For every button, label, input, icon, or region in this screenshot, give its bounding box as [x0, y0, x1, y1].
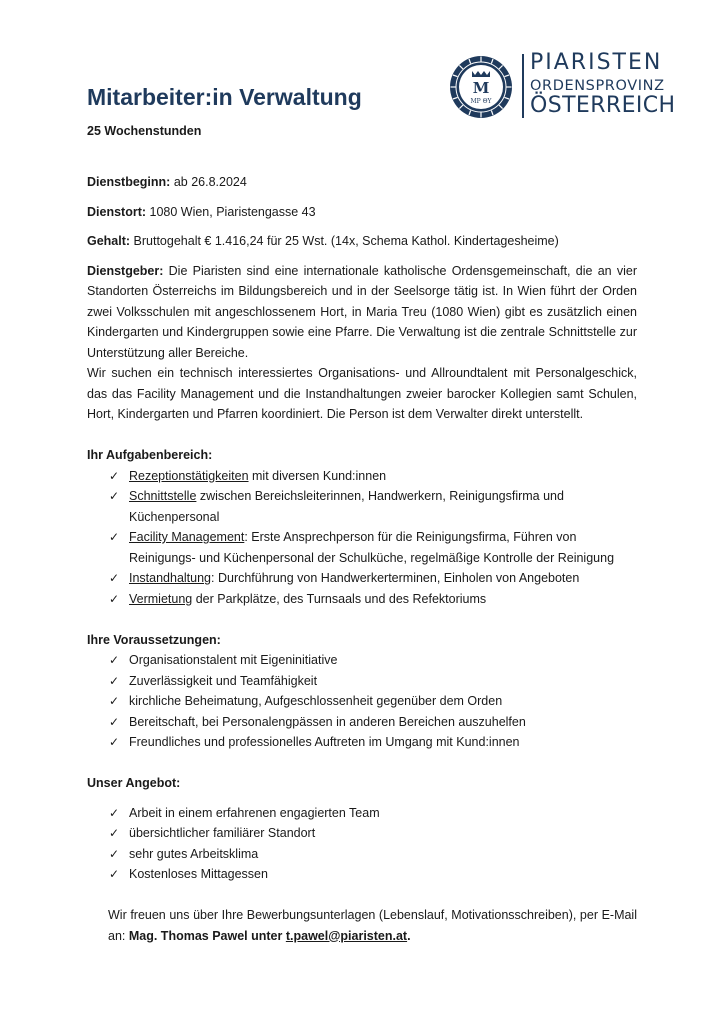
closing-text: Wir freuen uns über Ihre Bewerbungsunterlagen (Lebenslauf, Motivationsschreiben), per E-Mail an: [108, 908, 637, 943]
subtitle-hours: 25 Wochenstunden [87, 124, 202, 138]
task-term: Schnittstelle [129, 489, 197, 503]
offer-heading: Unser Angebot: [87, 776, 181, 790]
list-item: ✓ Bereitschaft, bei Personalengpässen in anderen Bereichen auszuhelfen [87, 712, 637, 733]
task-term: Instandhaltung [129, 571, 212, 585]
list-item [87, 486, 637, 527]
logo-line-1: PIARISTEN [530, 50, 663, 75]
list-item [87, 568, 637, 589]
main-content [87, 172, 637, 946]
closing-paragraph: Wir freuen uns über Ihre Bewerbungsunterlagen (Lebenslauf, Motivationsschreiben), per E-Mail an: Mag. Thomas Pawel unter t.pawel@piaristen.at. [108, 908, 637, 943]
task-text: : Durchführung von Handwerkerterminen, Einholen von Angeboten [211, 571, 580, 585]
seal-letters: MP ΘY [470, 98, 492, 105]
list-item [87, 527, 637, 568]
order-seal-icon [448, 54, 514, 120]
task-term: Facility Management [129, 530, 245, 544]
employer-text-1: Die Piaristen sind eine internationale katholische Ordensgemeinschaft, die an vier Standorten Österreichs im Bildungsbereich und in der Seelsorge tätig ist. In Wien führt der Orden zwei Volksschulen mit angeschlossenem Hort, in Maria Treu (1080 Wien) gibt es zusätzlich einen Kindergarten und Kindergruppen sowie eine Pfarre. Die Verwaltung ist die zentrale Schnittstelle zur Unterstützung aller Bereiche. [87, 263, 637, 360]
contact-name: Mag. Thomas Pawel unter [128, 928, 286, 943]
piaristen-logo [448, 50, 676, 122]
checkmark-icon: ✓ [109, 468, 120, 483]
checkmark-icon: ✓ [109, 530, 120, 544]
employer-label: Dienstgeber: [87, 263, 164, 278]
logo-line-2: ORDENSPROVINZ [530, 78, 665, 94]
list-item: ✓ Freundliches und professionelles Auftreten im Umgang mit Kund:innen [87, 732, 637, 753]
list-item: ✓ Kostenloses Mittagessen [87, 864, 637, 885]
tasks-heading: Ihr Aufgabenbereich: [87, 448, 213, 462]
offer-list [87, 803, 637, 885]
checkmark-icon: ✓ [109, 571, 120, 585]
work-location [87, 202, 637, 223]
requirements-heading: Ihre Voraussetzungen: [87, 632, 221, 647]
task-text: zwischen Bereichsleiterinnen, Handwerkern, Reinigungsfirma und Küchenpersonal [129, 489, 564, 524]
logo-divider [522, 54, 524, 118]
list-item: ✓ kirchliche Beheimatung, Aufgeschlossenheit gegenüber dem Orden [87, 691, 637, 712]
task-term: Rezeptionstätigkeiten [129, 468, 249, 483]
checkmark-icon: ✓ [109, 826, 120, 840]
checkmark-icon: ✓ [109, 694, 120, 708]
checkmark-icon: ✓ [109, 489, 120, 503]
start-value: ab 26.8.2024 [170, 175, 247, 189]
start-label: Dienstbeginn: [87, 175, 171, 189]
start-date [87, 172, 637, 193]
list-item: ✓ sehr gutes Arbeitsklima [87, 844, 637, 865]
checkmark-icon: ✓ [109, 653, 120, 667]
list-item: ✓ übersichtlicher familiärer Standort [87, 823, 637, 844]
tasks-list [87, 466, 637, 610]
employer-paragraph-2: Wir suchen ein technisch interessiertes Organisations- und Allroundtalent mit Personalgeschick, das das Facility Management und die Instandhaltungen zweier barocker Kollegien samt Schulen, Hort, Kindergarten und Pfarren koordiniert. Die Person ist dem Verwalter direkt unterstellt. [87, 366, 637, 421]
task-term: Vermietung [129, 591, 193, 606]
list-item: ✓ Arbeit in einem erfahrenen engagierten Team [87, 803, 637, 824]
employer-paragraph [87, 261, 637, 364]
task-text: der Parkplätze, des Turnsaals und des Refektoriums [192, 591, 487, 606]
checkmark-icon: ✓ [109, 805, 120, 820]
checkmark-icon: ✓ [109, 591, 120, 606]
task-text: mit diversen Kund:innen [248, 468, 387, 483]
checkmark-icon: ✓ [109, 867, 120, 881]
list-item: ✓ Zuverlässigkeit und Teamfähigkeit [87, 671, 637, 692]
requirements-list [87, 650, 637, 753]
location-label: Dienstort: [87, 204, 147, 219]
location-value: 1080 Wien, Piaristengasse 43 [146, 204, 316, 219]
list-item [87, 466, 637, 487]
salary-value: Bruttogehalt € 1.416,24 für 25 Wst. (14x, Schema Kathol. Kindertagesheime) [130, 234, 559, 248]
list-item [87, 589, 637, 610]
checkmark-icon: ✓ [109, 846, 120, 861]
email-link[interactable]: t.pawel@piaristen.at [285, 928, 408, 943]
salary-label: Gehalt: [87, 234, 131, 248]
task-text: : Erste Ansprechperson für die Reinigungsfirma, Führen von Reinigungs- und Küchenpersonal der Schulküche, regelmäßige Kontrolle der Reinigung [129, 530, 615, 565]
checkmark-icon: ✓ [109, 735, 120, 749]
checkmark-icon: ✓ [109, 673, 120, 688]
svg-text:M: M [472, 79, 490, 97]
page-title: Mitarbeiter:in Verwaltung [87, 84, 362, 110]
checkmark-icon: ✓ [109, 714, 120, 729]
list-item: ✓ Organisationstalent mit Eigeninitiative [87, 650, 637, 671]
salary [87, 231, 637, 252]
logo-line-3: ÖSTERREICH [530, 93, 676, 118]
